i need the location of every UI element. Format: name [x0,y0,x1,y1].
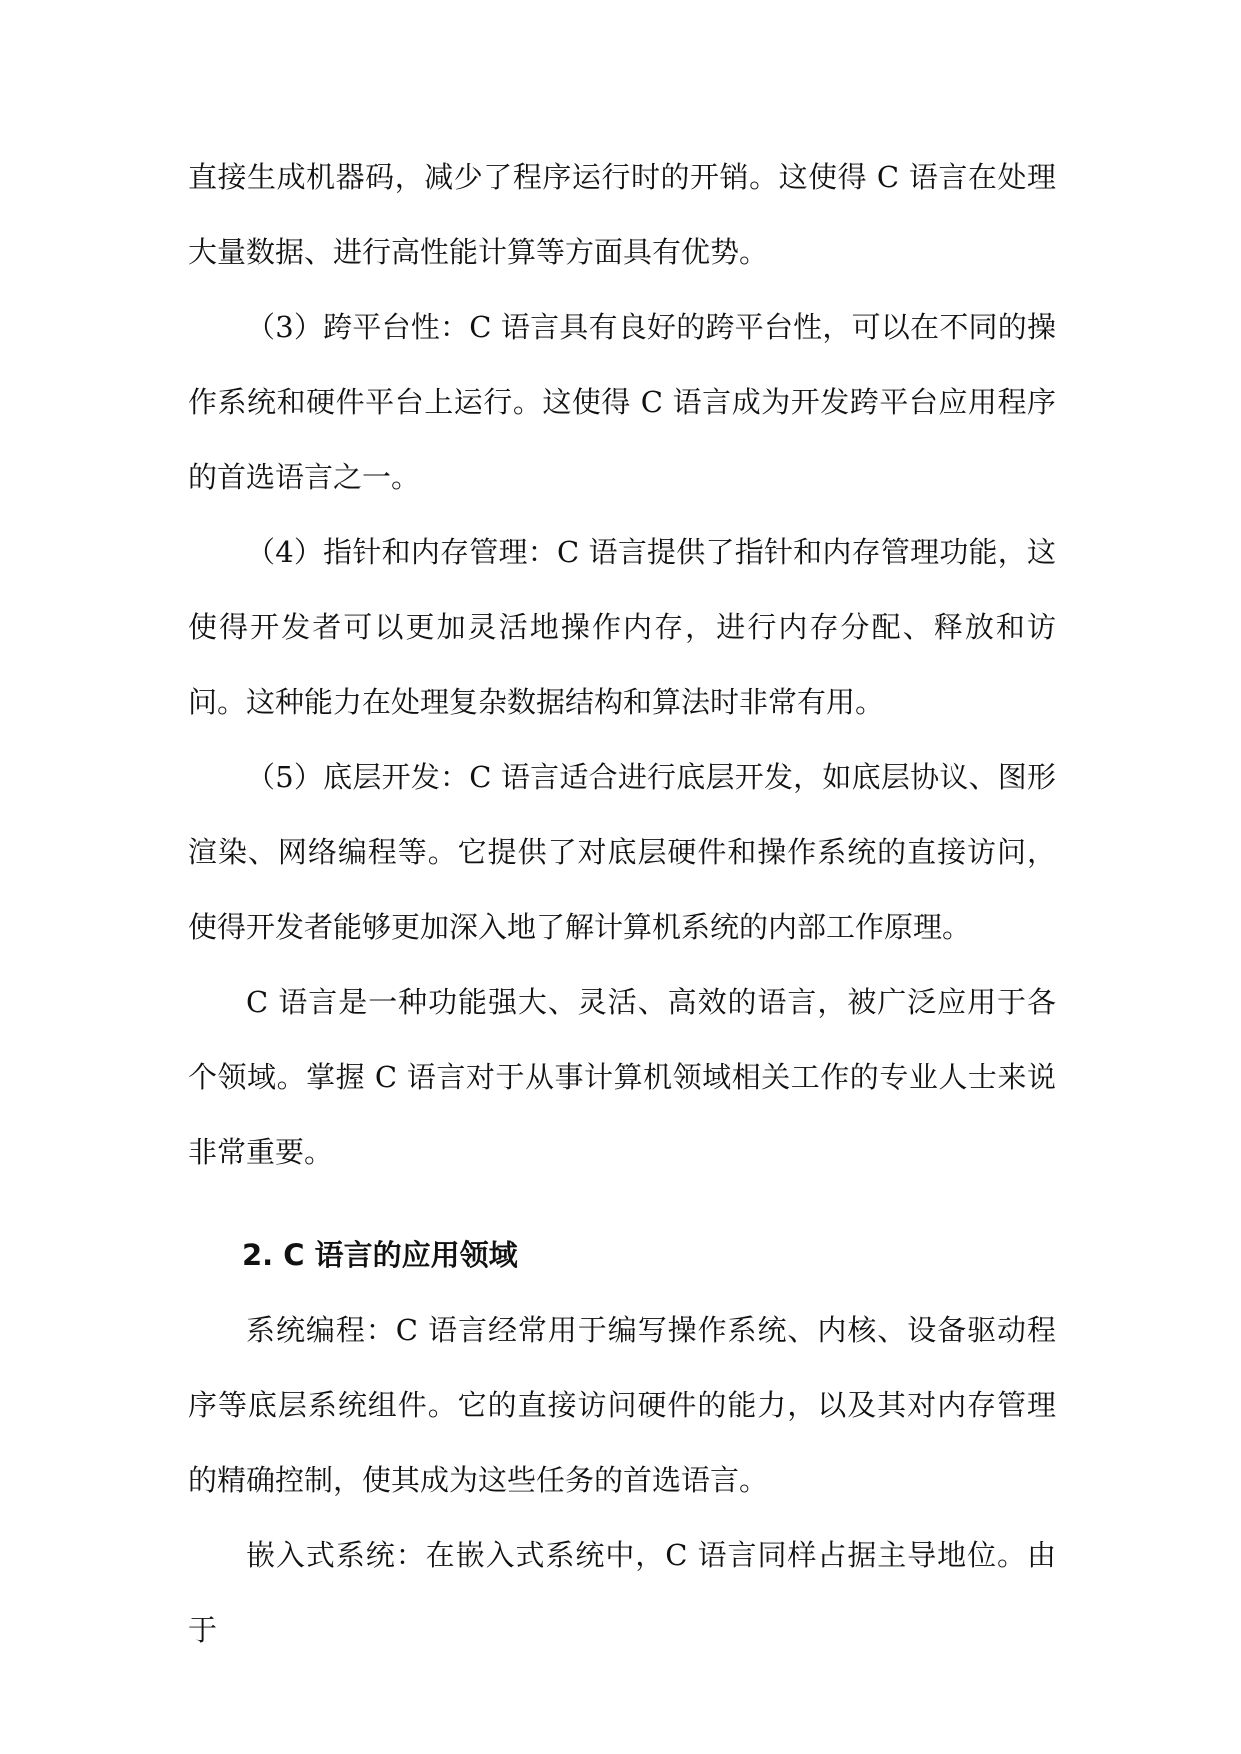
section-heading: 2. C 语言的应用领域 [242,1238,518,1272]
document-body [188,140,1056,1668]
paragraph-embedded-systems: 嵌入式系统：在嵌入式系统中，C 语言同样占据主导地位。由于 [188,1538,1056,1647]
paragraph-continued-performance: 直接生成机器码，减少了程序运行时的开销。这使得 C 语言在处理大量数据、进行高性能计算等方面具有优势。 [188,160,1056,269]
paragraph-system-programming: 系统编程：C 语言经常用于编写操作系统、内核、设备驱动程序等底层系统组件。它的直接访问硬件的能力，以及其对内存管理的精确控制，使其成为这些任务的首选语言。 [188,1313,1056,1497]
paragraph-low-level-dev: （5）底层开发：C 语言适合进行底层开发，如底层协议、图形渲染、网络编程等。它提供了对底层硬件和操作系统的直接访问，使得开发者能够更加深入地了解计算机系统的内部工作原理。 [188,760,1056,944]
paragraph-pointers-memory: （4）指针和内存管理：C 语言提供了指针和内存管理功能，这使得开发者可以更加灵活地操作内存，进行内存分配、释放和访问。这种能力在处理复杂数据结构和算法时非常有用。 [188,535,1056,719]
paragraph-summary: C 语言是一种功能强大、灵活、高效的语言，被广泛应用于各个领域。掌握 C 语言对于从事计算机领域相关工作的专业人士来说非常重要。 [188,985,1056,1169]
paragraph-cross-platform: （3）跨平台性：C 语言具有良好的跨平台性，可以在不同的操作系统和硬件平台上运行。这使得 C 语言成为开发跨平台应用程序的首选语言之一。 [188,310,1056,494]
